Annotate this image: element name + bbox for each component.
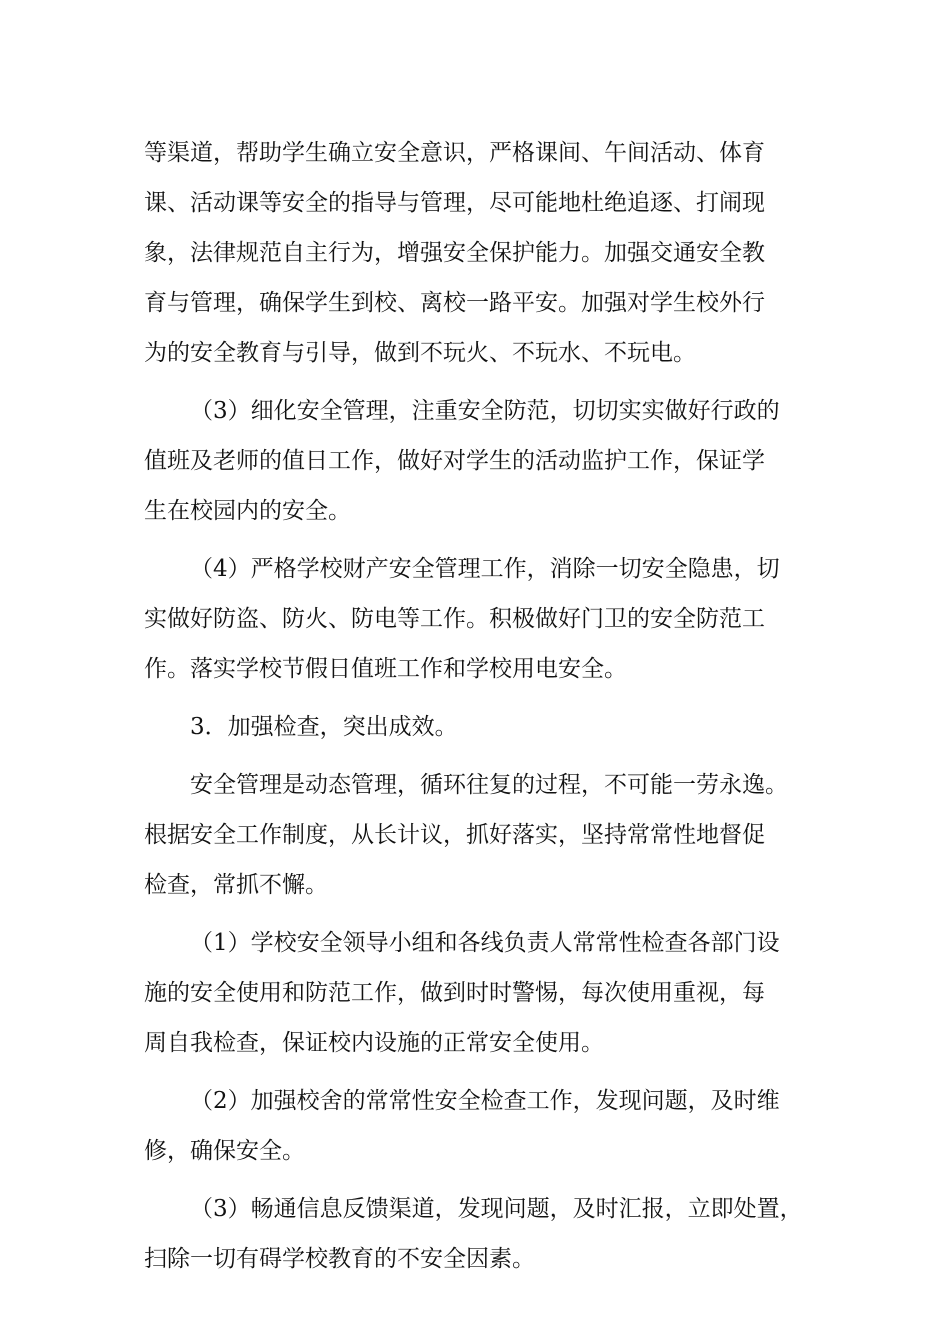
text-line: 象，法律规范自主行为，增强安全保护能力。加强交通安全教 xyxy=(144,240,765,266)
paragraph-check-item-3 xyxy=(144,1184,834,1284)
text-line: （1）学校安全领导小组和各线负责人常常性检查各部门设 xyxy=(190,930,780,956)
text-line: 生在校园内的安全。 xyxy=(144,498,351,524)
text-line: 育与管理，确保学生到校、离校一路平安。加强对学生校外行 xyxy=(144,290,765,316)
document-page xyxy=(144,128,834,1292)
text-line: 扫除一切有碍学校教育的不安全因素。 xyxy=(144,1246,535,1272)
text-line: （2）加强校舍的常常性安全检查工作，发现问题，及时维 xyxy=(190,1088,780,1114)
text-line: 值班及老师的值日工作，做好对学生的活动监护工作，保证学 xyxy=(144,448,765,474)
text-line: 实做好防盗、防火、防电等工作。积极做好门卫的安全防范工 xyxy=(144,606,765,632)
section-heading-3 xyxy=(144,702,834,752)
text-line: 周自我检查，保证校内设施的正常安全使用。 xyxy=(144,1030,604,1056)
text-line: 根据安全工作制度，从长计议，抓好落实，坚持常常性地督促 xyxy=(144,822,765,848)
paragraph-item-4-property xyxy=(144,544,834,694)
text-line: 检查，常抓不懈。 xyxy=(144,872,328,898)
paragraph-check-item-1 xyxy=(144,918,834,1068)
paragraph-item-3-management xyxy=(144,386,834,536)
text-line: 为的安全教育与引导，做到不玩火、不玩水、不玩电。 xyxy=(144,340,696,366)
text-line: 修，确保安全。 xyxy=(144,1138,305,1164)
text-line: 施的安全使用和防范工作，做到时时警惕，每次使用重视，每 xyxy=(144,980,765,1006)
text-line: （3）畅通信息反馈渠道，发现问题，及时汇报，立即处置， xyxy=(190,1196,803,1222)
text-line: （4）严格学校财产安全管理工作，消除一切安全隐患，切 xyxy=(190,556,780,582)
text-line: （3）细化安全管理，注重安全防范，切切实实做好行政的 xyxy=(190,398,780,424)
text-line: 安全管理是动态管理，循环往复的过程，不可能一劳永逸。 xyxy=(190,772,788,798)
paragraph-safety-education xyxy=(144,128,834,378)
paragraph-check-item-2 xyxy=(144,1076,834,1176)
text-line: 作。落实学校节假日值班工作和学校用电安全。 xyxy=(144,656,627,682)
text-line: 3．加强检查，突出成效。 xyxy=(190,714,458,740)
text-line: 课、活动课等安全的指导与管理，尽可能地杜绝追逐、打闹现 xyxy=(144,190,765,216)
paragraph-dynamic-management xyxy=(144,760,834,910)
text-line: 等渠道，帮助学生确立安全意识，严格课间、午间活动、体育 xyxy=(144,140,765,166)
